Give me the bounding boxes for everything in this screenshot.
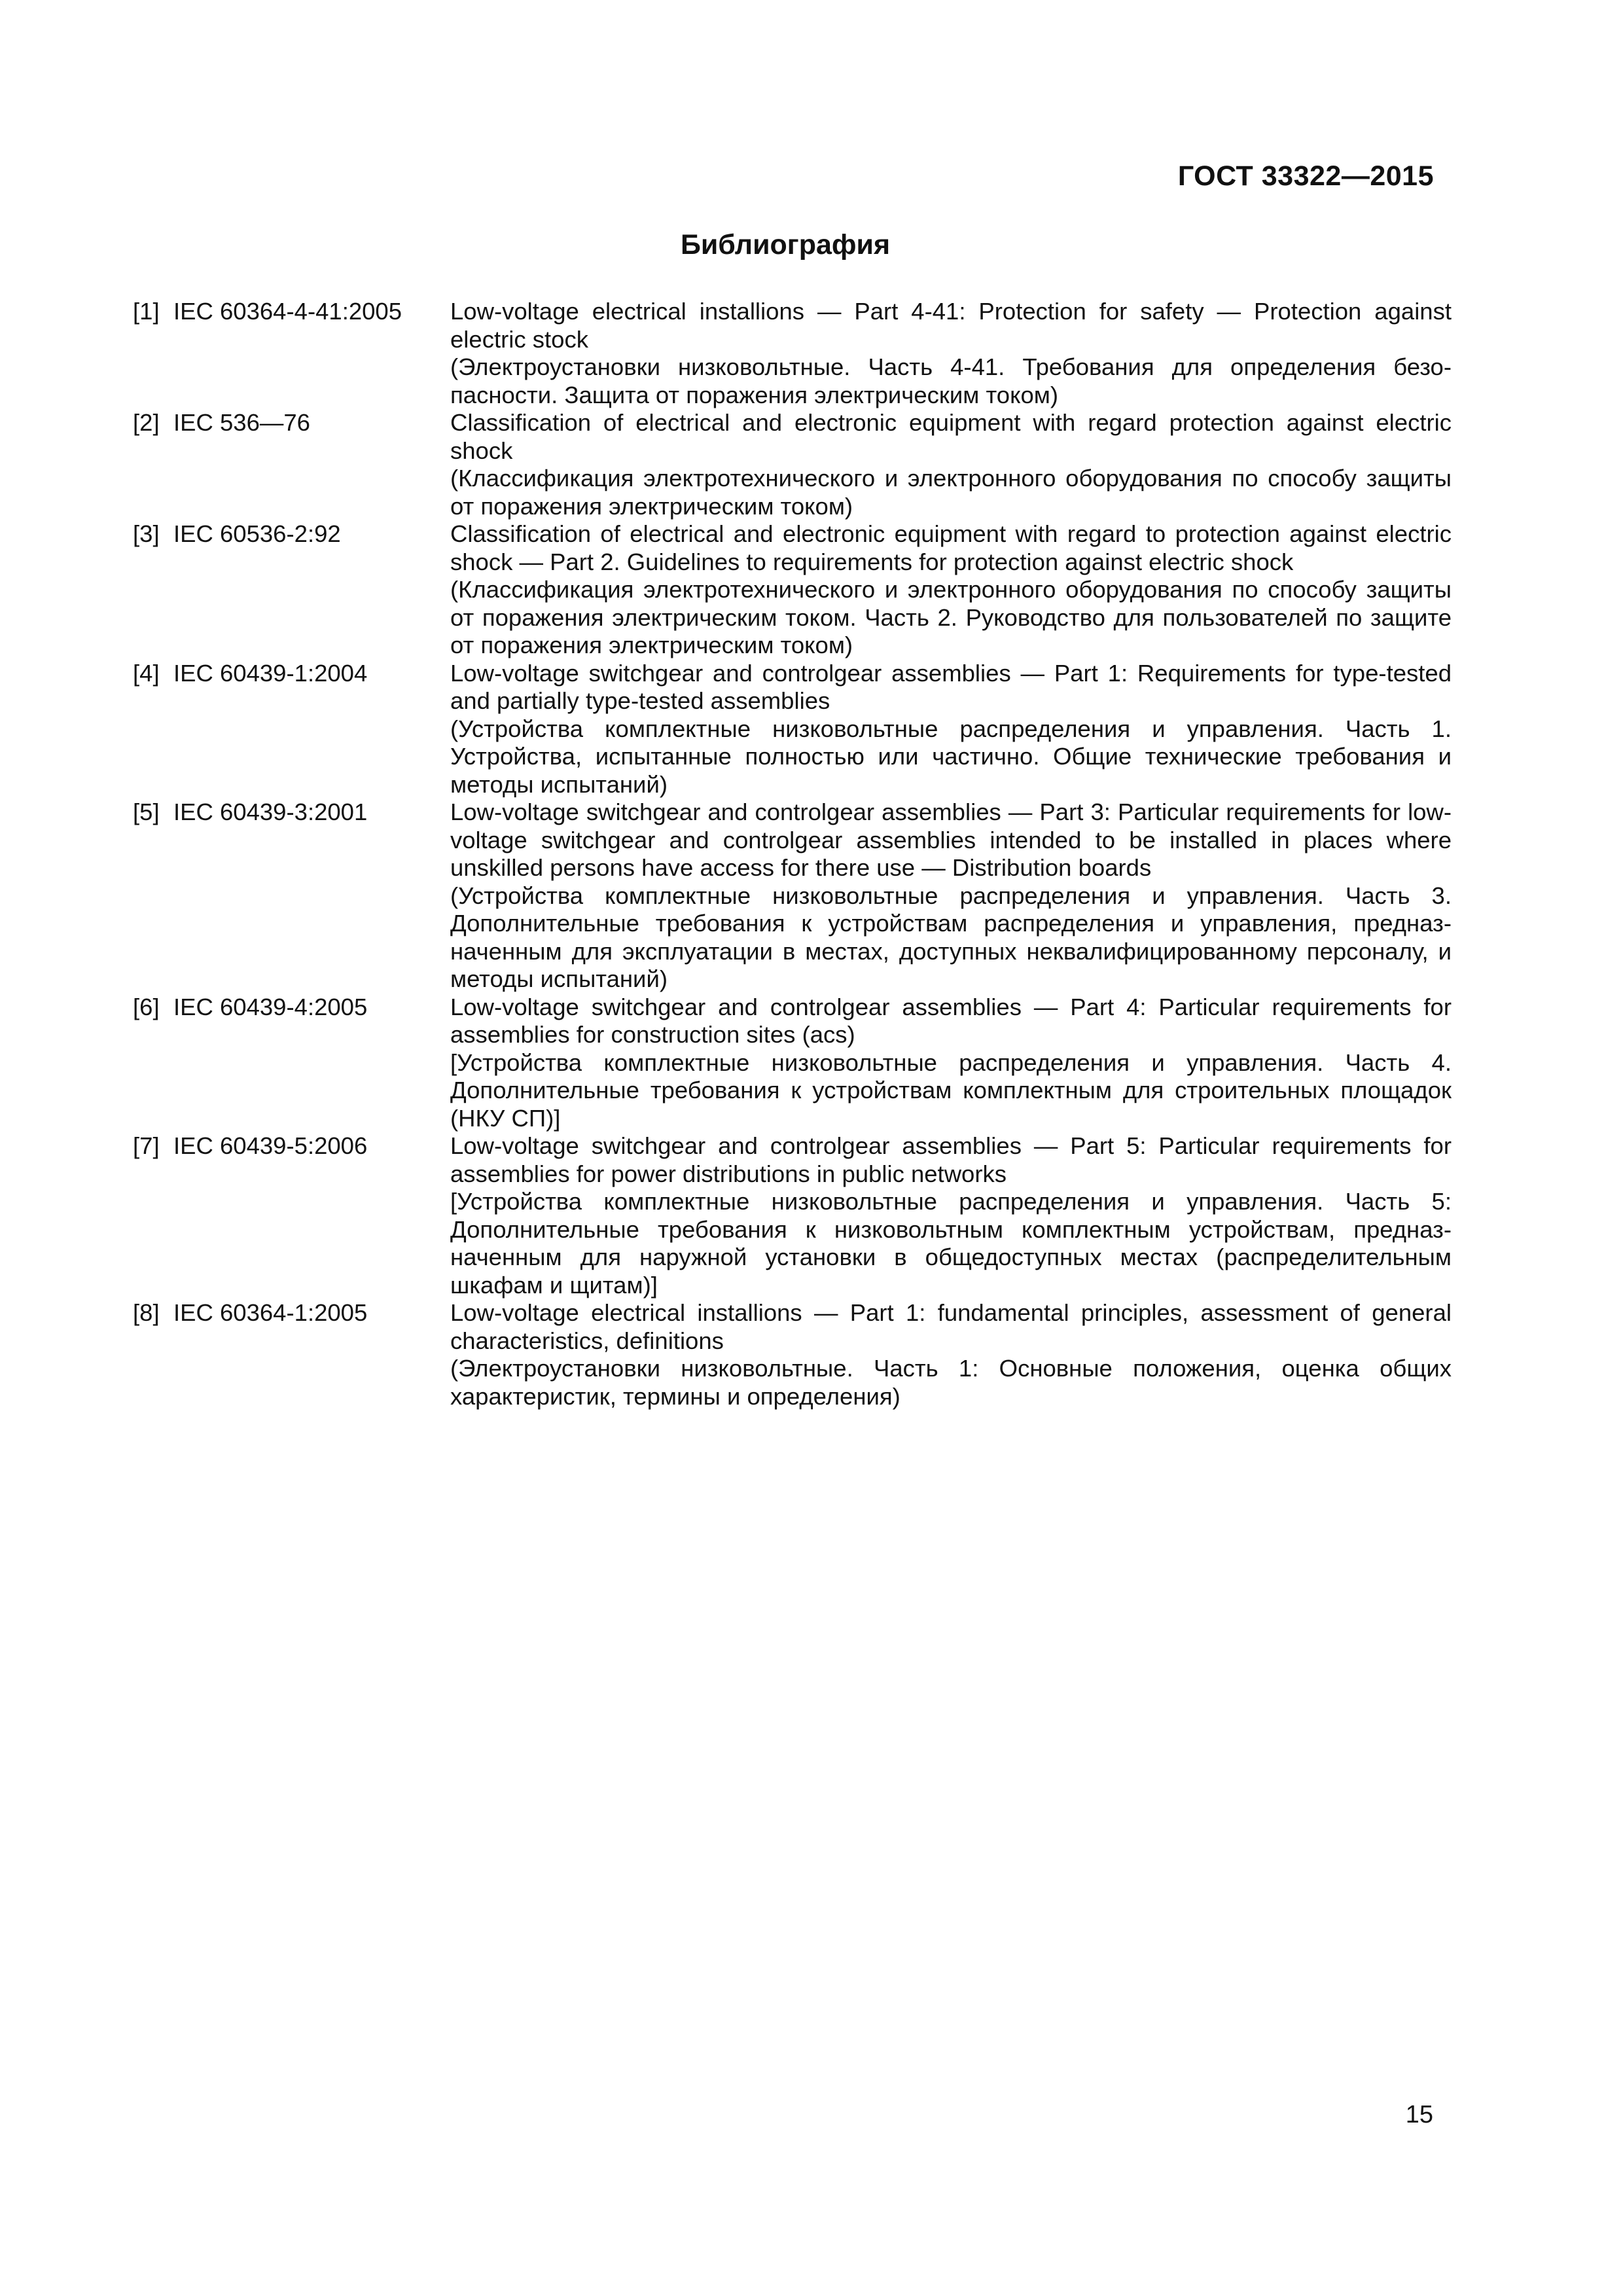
entry-code: IEC 60364-4-41:2005 <box>173 298 402 325</box>
bibliography-entry <box>133 298 1452 409</box>
entry-title-ru: [Устройства комплектные низковольтные распределения и управления. Часть 4. Дополнительные требования к устройствам комплектным для строительных площадок (НКУ СП)] <box>450 1049 1452 1132</box>
bibliography-entry <box>133 1299 1452 1410</box>
entry-title-en: Low-voltage switchgear and controlgear assemblies — Part 3: Particular requirements for low-voltage switchgear and controlgear assemblies intended to be installed in places where unskilled persons have access for there use — Distribution boards <box>450 798 1452 881</box>
bibliography-entry <box>133 660 1452 799</box>
page-number: 15 <box>1405 2101 1433 2128</box>
entry-reference <box>133 409 450 520</box>
entry-title-en: Low-voltage switchgear and controlgear assemblies — Part 4: Particular requirements for assemblies for construction sites (acs) <box>450 993 1452 1048</box>
entry-title-en: Low-voltage electrical installions — Part 1: fundamental principles, assessment of general characteristics, definitions <box>450 1299 1452 1354</box>
entry-code: IEC 60439-3:2001 <box>173 798 368 825</box>
entry-description <box>450 520 1452 660</box>
entry-description <box>450 1132 1452 1299</box>
entry-reference <box>133 660 450 799</box>
entry-number: [5] <box>133 798 160 825</box>
entry-title-ru: (Классификация электротехнического и электронного оборудования по способу защиты от поражения электрическим током. Часть 2. Руководство для пользователей по защите от поражения электрическим током) <box>450 576 1452 658</box>
entry-title-en: Low-voltage electrical installions — Part 4-41: Protection for safety — Protection against electric stock <box>450 298 1452 353</box>
bibliography-entry <box>133 994 1452 1133</box>
entry-title-ru: [Устройства комплектные низковольтные распределения и управления. Часть 5: Дополнительные требования к низковольтным комплектным устройствам, предназначенным для наружной установки в общедоступных местах (распределительным шкафам и щитам)] <box>450 1188 1452 1299</box>
entry-code: IEC 60364-1:2005 <box>173 1299 368 1326</box>
entry-reference <box>133 520 450 660</box>
entry-code: IEC 60536-2:92 <box>173 520 341 547</box>
entry-description <box>450 994 1452 1133</box>
entry-title-en: Classification of electrical and electronic equipment with regard to protection against electric shock — Part 2. Guidelines to requirements for protection against electric shock <box>450 520 1452 575</box>
entry-title-ru: (Классификация электротехнического и электронного оборудования по способу защиты от поражения электрическим током) <box>450 465 1452 520</box>
entry-reference <box>133 298 450 409</box>
entry-number: [7] <box>133 1132 160 1159</box>
entry-reference <box>133 1299 450 1410</box>
entry-number: [6] <box>133 993 160 1020</box>
entry-title-ru: (Электроустановки низковольтные. Часть 1: Основные положения, оценка общих характеристик, термины и определения) <box>450 1355 1452 1410</box>
document-standard-id: ГОСТ 33322—2015 <box>1177 160 1434 192</box>
entry-reference <box>133 798 450 994</box>
bibliography-entry <box>133 798 1452 994</box>
bibliography-entry <box>133 409 1452 520</box>
entry-description <box>450 409 1452 520</box>
entry-number: [3] <box>133 520 160 547</box>
entry-title-ru: (Устройства комплектные низковольтные распределения и управления. Часть 1. Устройства, испытанные полностью или частично. Общие технические требования и методы испытаний) <box>450 715 1452 798</box>
bibliography-entry <box>133 520 1452 660</box>
entry-description <box>450 798 1452 994</box>
entry-description <box>450 298 1452 409</box>
bibliography-entry <box>133 1132 1452 1299</box>
entry-title-en: Low-voltage switchgear and controlgear assemblies — Part 1: Requirements for type-tested and partially type-tested assemblies <box>450 659 1452 714</box>
entry-title-ru: (Устройства комплектные низковольтные распределения и управления. Часть 3. Дополнительные требования к устройствам распределения и управления, предназначенным для эксплуатации в местах, доступных неквалифицированному персоналу, и методы испытаний) <box>450 882 1452 992</box>
entry-title-en: Classification of electrical and electronic equipment with regard protection against electric shock <box>450 409 1452 464</box>
section-title: Библиография <box>680 229 891 260</box>
entry-code: IEC 536—76 <box>173 409 310 436</box>
entry-code: IEC 60439-4:2005 <box>173 993 368 1020</box>
entry-number: [4] <box>133 659 160 687</box>
entry-number: [2] <box>133 409 160 436</box>
entry-description <box>450 660 1452 799</box>
entry-title-en: Low-voltage switchgear and controlgear assemblies — Part 5: Particular requirements for assemblies for power distributions in public networks <box>450 1132 1452 1187</box>
entry-number: [1] <box>133 298 160 325</box>
bibliography-list <box>133 298 1452 1410</box>
entry-title-ru: (Электроустановки низковольтные. Часть 4-41. Требования для определения безопасности. Защита от поражения электрическим током) <box>450 353 1452 408</box>
entry-code: IEC 60439-1:2004 <box>173 659 368 687</box>
entry-code: IEC 60439-5:2006 <box>173 1132 368 1159</box>
entry-reference <box>133 1132 450 1299</box>
entry-description <box>450 1299 1452 1410</box>
entry-reference <box>133 994 450 1133</box>
entry-number: [8] <box>133 1299 160 1326</box>
